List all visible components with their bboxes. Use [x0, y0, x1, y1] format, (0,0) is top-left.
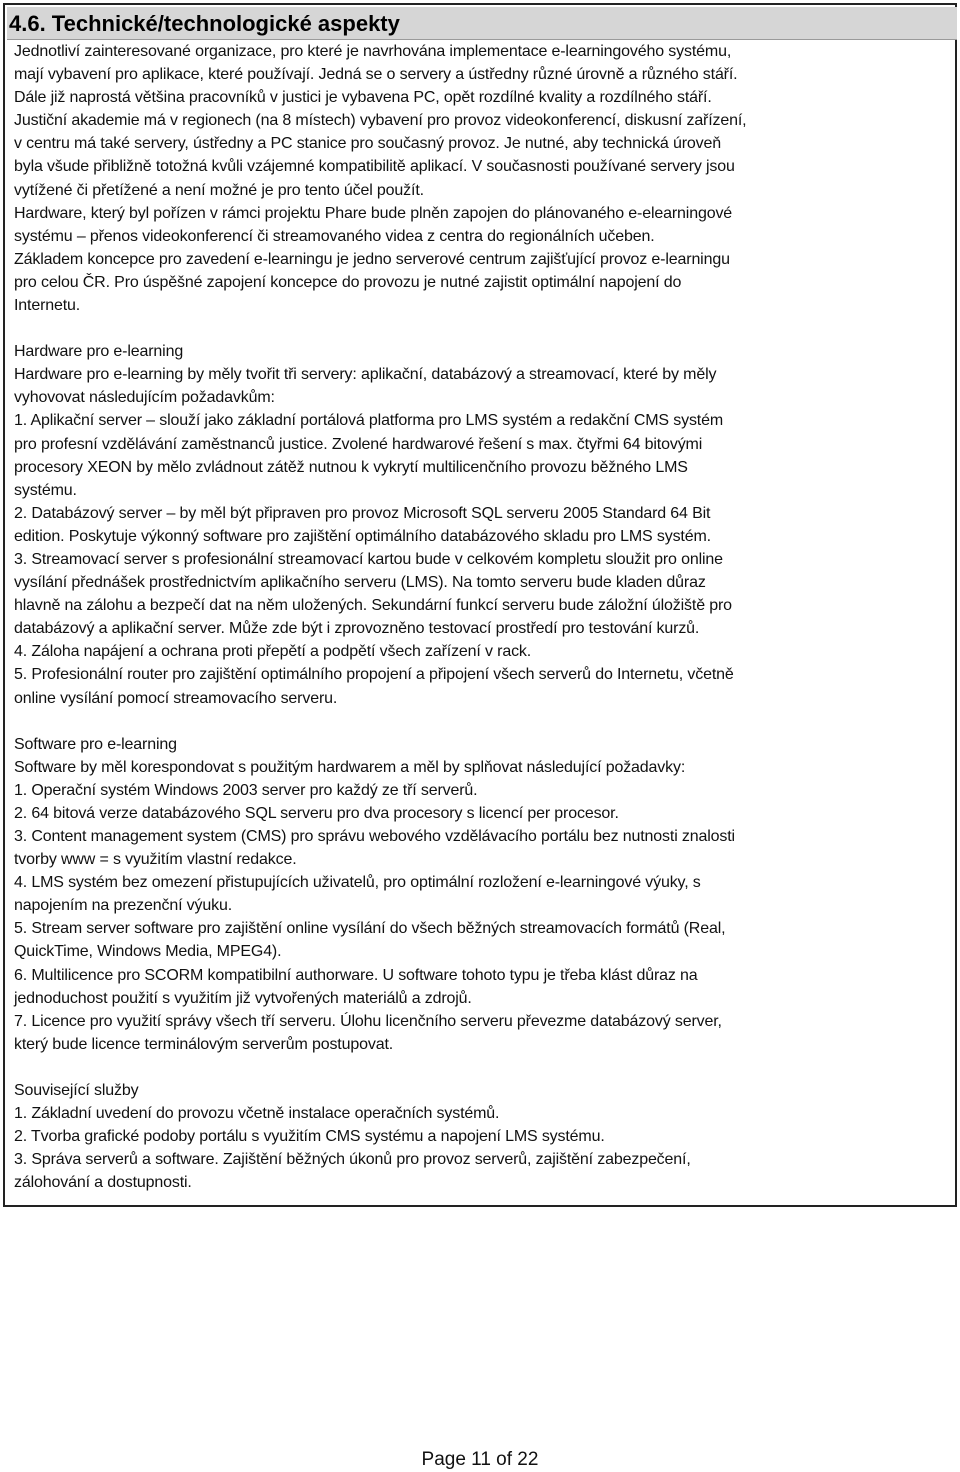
hardware-lead: Hardware pro e-learning by měly tvořit tři servery: aplikační, databázový a streamovací, které by měly vyhovovat následujícím požadavkům: — [14, 366, 717, 407]
document-body — [14, 40, 944, 1194]
intro-paragraph: Hardware, který byl pořízen v rámci projektu Phare bude plněn zapojen do plánovaného e-elearningové systému – přenos videokonferencí či streamovaného videa z centra do regionálních učeben. — [14, 204, 733, 245]
hardware-list-item: 4. Záloha napájení a ochrana proti přepětí a podpětí všech zařízení v rack. — [14, 643, 532, 661]
hardware-list-item: 1. Aplikační server – slouží jako základní portálová platforma pro LMS systém a redakční CMS systém pro profesní vzdělávání zaměstnanců justice. Zvolené hardwarové řešení s max. čtyřmi 64 bitovými procesory XEON by mělo zvládnout zátěž nutnou k vykrytí multilicenčního provozu běžného LMS systému. — [14, 412, 724, 499]
spacer — [14, 1056, 944, 1079]
services-list-item: 2. Tvorba grafické podoby portálu s využitím CMS systému a napojení LMS systému. — [14, 1128, 605, 1146]
services-list-item: 3. Správa serverů a software. Zajištění běžných úkonů pro provoz serverů, zajištění zabezpečení, zálohování a dostupnosti. — [14, 1151, 691, 1192]
services-section-title: Související služby — [14, 1081, 139, 1099]
section-heading-bar — [7, 7, 957, 40]
intro-paragraph: Justiční akademie má v regionech (na 8 místech) vybavení pro provoz videokonferencí, diskusní zařízení, v centru má také servery, ústředny a PC stanice pro současný provoz. Je nutné, aby technická úroveň byla všude přibližně totožná kvůli vzájemné kompatibilitě aplikací. V současnosti používané servery jsou vytížené či přetížené a není možné je pro tento účel použít. — [14, 112, 747, 199]
services-list-item: 1. Základní uvedení do provozu včetně instalace operačních systémů. — [14, 1105, 500, 1123]
intro-paragraph: Základem koncepce pro zavedení e-learningu je jedno serverové centrum zajišťující provoz e-learningu pro celou ČR. Pro úspěšné zapojení koncepce do provozu je nutné zajistit optimální napojení do Internetu. — [14, 250, 730, 315]
hardware-list-item: 5. Profesionální router pro zajištění optimálního propojení a připojení všech serverů do Internetu, včetně online vysílání pomocí streamovacího serveru. — [14, 666, 734, 707]
software-list-item: 7. Licence pro využití správy všech tří serveru. Úlohu licenčního serveru převezme databázový server, který bude licence terminálovým serverům postupovat. — [14, 1012, 722, 1053]
software-list-item: 3. Content management system (CMS) pro správu webového vzdělávacího portálu bez nutnosti znalosti tvorby www = s využitím vlastní redakce. — [14, 828, 735, 869]
software-list-item: 6. Multilicence pro SCORM kompatibilní authorware. U software tohoto typu je třeba klást důraz na jednoduchost použití s využitím již vytvořených materiálů a zdrojů. — [14, 966, 698, 1007]
page-number: Page 11 of 22 — [421, 1449, 539, 1470]
software-list-item: 4. LMS systém bez omezení přistupujících uživatelů, pro optimální rozložení e-learningové výuky, s napojením na prezenční výuku. — [14, 874, 701, 915]
intro-paragraph: Jednotliví zainteresované organizace, pro které je navrhována implementace e-learningového systému, mají vybavení pro aplikace, které používají. Jedná se o servery a ústředny různé úrovně a různého stáří. — [14, 43, 738, 84]
intro-paragraph: Dále již naprostá většina pracovníků v justici je vybavena PC, opět rozdílné kvality a rozdílného stáří. — [14, 89, 712, 107]
software-section-title: Software pro e-learning — [14, 735, 177, 753]
hardware-list-item: 2. Databázový server – by měl být připraven pro provoz Microsoft SQL serveru 2005 Standard 64 Bit edition. Poskytuje výkonný software pro zajištění optimálního databázového skladu pro LMS systém. — [14, 504, 711, 545]
hardware-section-title: Hardware pro e-learning — [14, 343, 184, 361]
spacer — [14, 710, 944, 733]
software-list-item: 5. Stream server software pro zajištění online vysílání do všech běžných streamovacích formátů (Real, QuickTime, Windows Media, MPEG4). — [14, 920, 726, 961]
section-heading: 4.6. Technické/technologické aspekty — [9, 11, 400, 36]
software-list-item: 1. Operační systém Windows 2003 server pro každý ze tří serverů. — [14, 781, 478, 799]
software-lead: Software by měl korespondovat s použitým hardwarem a měl by splňovat následující požadavky: — [14, 758, 686, 776]
hardware-list-item: 3. Streamovací server s profesionální streamovací kartou bude v celkovém kompletu sloužit pro online vysílání přednášek prostřednictvím aplikačního serveru (LMS). Na tomto serveru bude kladen důraz hlavně na zálohu a bezpečí dat na něm uložených. Sekundární funkcí serveru bude záložní úložiště pro databázový a aplikační server. Může zde být i zprovozněno testovací prostředí pro testování kurzů. — [14, 550, 732, 638]
software-list-item: 2. 64 bitová verze databázového SQL serveru pro dva procesory s licencí per procesor. — [14, 804, 619, 822]
spacer — [14, 317, 944, 340]
